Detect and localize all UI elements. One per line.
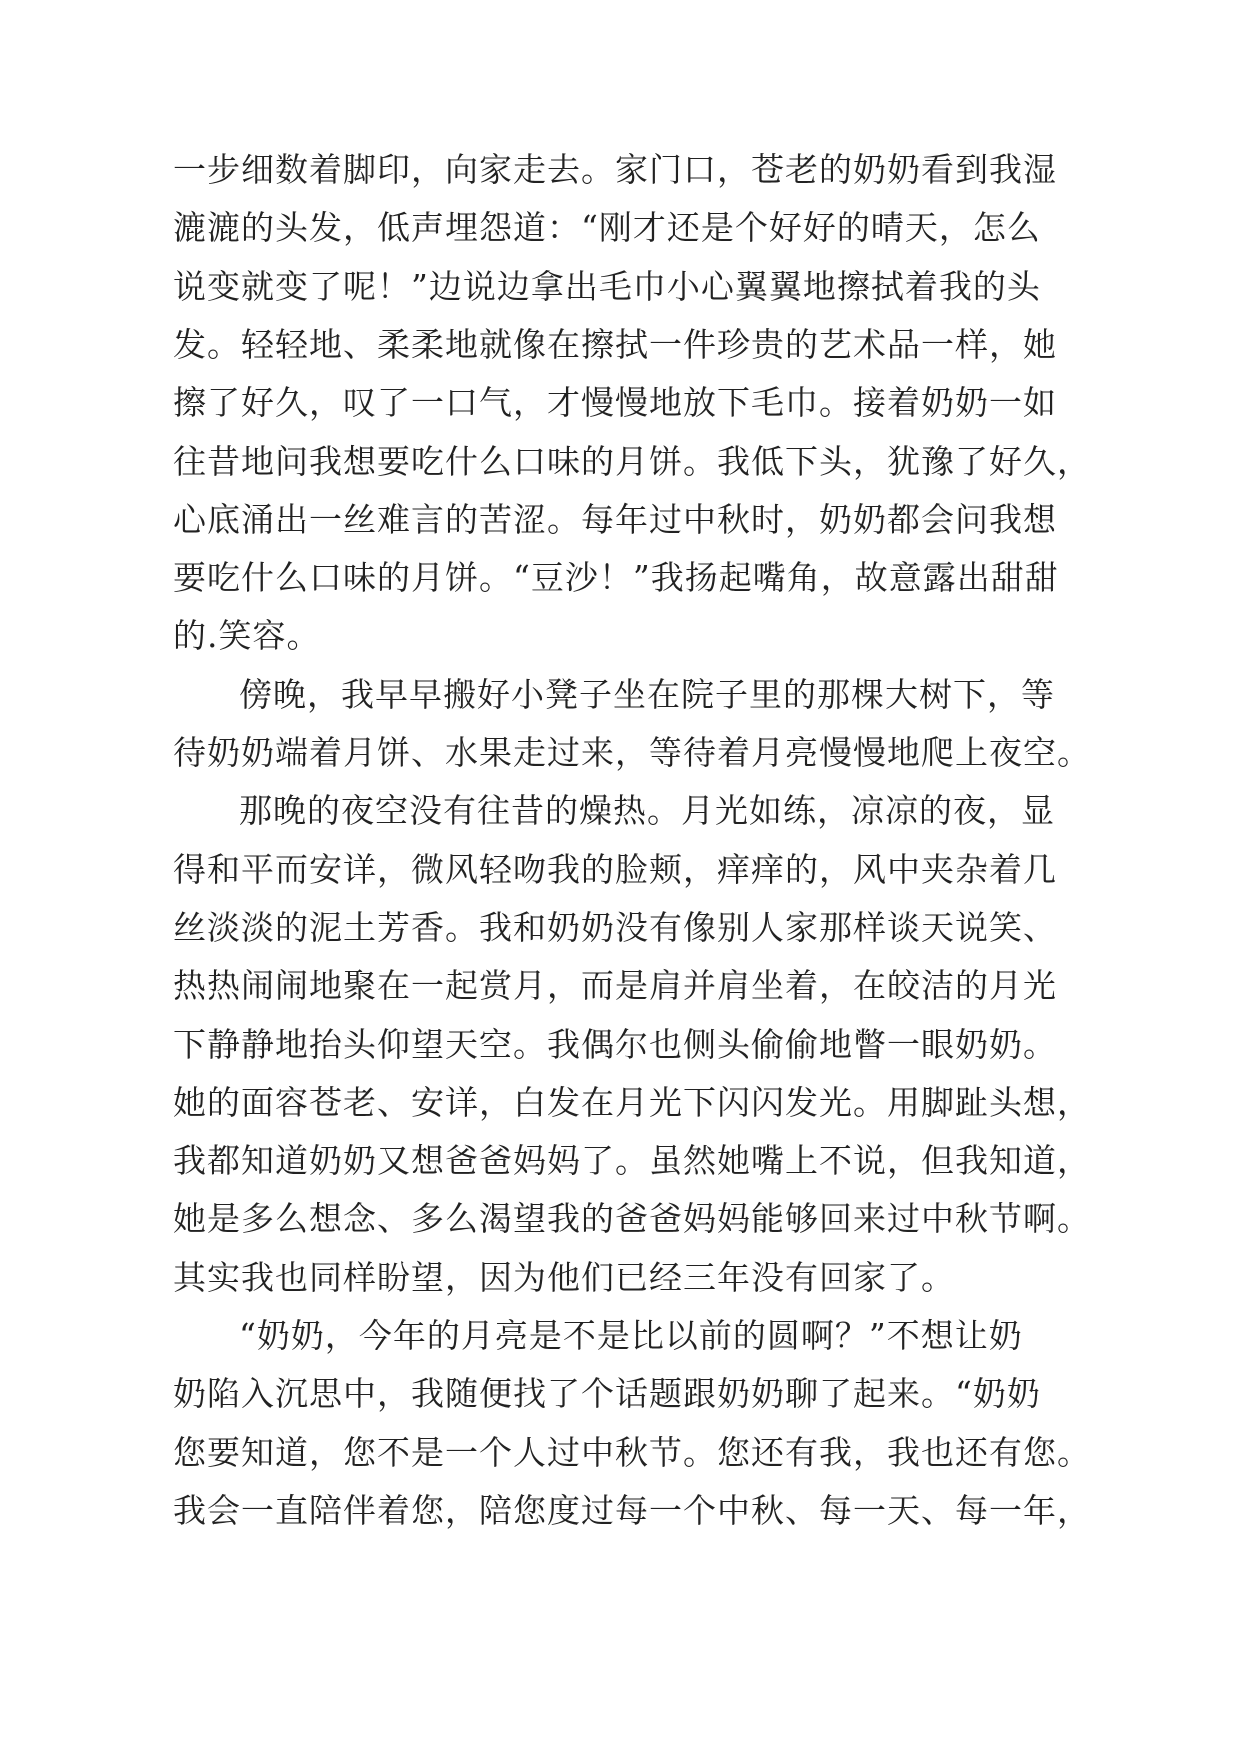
text-line-content: 其实我也同样盼望，因为他们已经三年没有回家了。 [173, 1258, 955, 1297]
text-line [0, 141, 1241, 199]
text-line [0, 782, 1241, 840]
text-line-content: 奶陷入沉思中，我随便找了个话题跟奶奶聊了起来。“奶奶 [173, 1374, 1041, 1413]
text-line-content: 那晚的夜空没有往昔的燥热。月光如练，凉凉的夜，显 [239, 791, 1055, 830]
text-line [0, 433, 1241, 491]
text-line-content: 丝淡淡的泥土芳香。我和奶奶没有像别人家那样谈天说笑、 [173, 908, 1057, 947]
text-line-content: 下静静地抬头仰望天空。我偶尔也侧头偷偷地瞥一眼奶奶。 [173, 1025, 1057, 1064]
text-line [0, 1307, 1241, 1365]
text-line-content: 她是多么想念、多么渴望我的爸爸妈妈能够回来过中秋节啊。 [173, 1199, 1091, 1238]
text-line-content: 心底涌出一丝难言的苦涩。每年过中秋时，奶奶都会问我想 [173, 500, 1057, 539]
text-line [0, 374, 1241, 432]
text-line-content: 要吃什么口味的月饼。“豆沙！”我扬起嘴角，故意露出甜甜 [173, 558, 1059, 597]
text-line-content: 傍晚，我早早搬好小凳子坐在院子里的那棵大树下，等 [239, 675, 1055, 714]
text-line-content: 说变就变了呢！”边说边拿出毛巾小心翼翼地擦拭着我的头 [173, 267, 1041, 306]
text-line-content: 热热闹闹地聚在一起赏月，而是肩并肩坐着，在皎洁的月光 [173, 966, 1057, 1005]
text-line-content: 往昔地问我想要吃什么口味的月饼。我低下头，犹豫了好久， [173, 442, 1091, 481]
text-line [0, 1249, 1241, 1307]
text-line [0, 841, 1241, 899]
text-line-content: 得和平而安详，微风轻吻我的脸颊，痒痒的，风中夹杂着几 [173, 850, 1057, 889]
text-line-content: 漉漉的头发，低声埋怨道：“刚才还是个好好的晴天，怎么 [173, 208, 1041, 247]
text-line [0, 724, 1241, 782]
text-line [0, 1365, 1241, 1423]
text-line [0, 258, 1241, 316]
text-line-content: 擦了好久，叹了一口气，才慢慢地放下毛巾。接着奶奶一如 [173, 383, 1057, 422]
text-line-content: “奶奶，今年的月亮是不是比以前的圆啊？”不想让奶 [239, 1316, 1023, 1355]
text-line-content: 您要知道，您不是一个人过中秋节。您还有我，我也还有您。 [173, 1433, 1091, 1472]
text-line [0, 899, 1241, 957]
text-line [0, 549, 1241, 607]
text-line-content: 我会一直陪伴着您，陪您度过每一个中秋、每一天、每一年， [173, 1491, 1091, 1530]
text-line [0, 607, 1241, 665]
text-line-content: 待奶奶端着月饼、水果走过来，等待着月亮慢慢地爬上夜空。 [173, 733, 1091, 772]
text-line [0, 1424, 1241, 1482]
text-line [0, 491, 1241, 549]
text-line-content: 一步细数着脚印，向家走去。家门口，苍老的奶奶看到我湿 [173, 150, 1057, 189]
text-line [0, 1482, 1241, 1540]
text-line [0, 1016, 1241, 1074]
text-line [0, 1190, 1241, 1248]
text-line-content: 发。轻轻地、柔柔地就像在擦拭一件珍贵的艺术品一样，她 [173, 325, 1057, 364]
text-line-content: 她的面容苍老、安详，白发在月光下闪闪发光。用脚趾头想， [173, 1083, 1091, 1122]
text-line [0, 1074, 1241, 1132]
text-line [0, 316, 1241, 374]
text-line-content: 我都知道奶奶又想爸爸妈妈了。虽然她嘴上不说，但我知道， [173, 1141, 1091, 1180]
text-line [0, 957, 1241, 1015]
text-line [0, 199, 1241, 257]
text-line [0, 666, 1241, 724]
text-line [0, 1132, 1241, 1190]
text-line-content: 的.笑容。 [173, 616, 321, 655]
